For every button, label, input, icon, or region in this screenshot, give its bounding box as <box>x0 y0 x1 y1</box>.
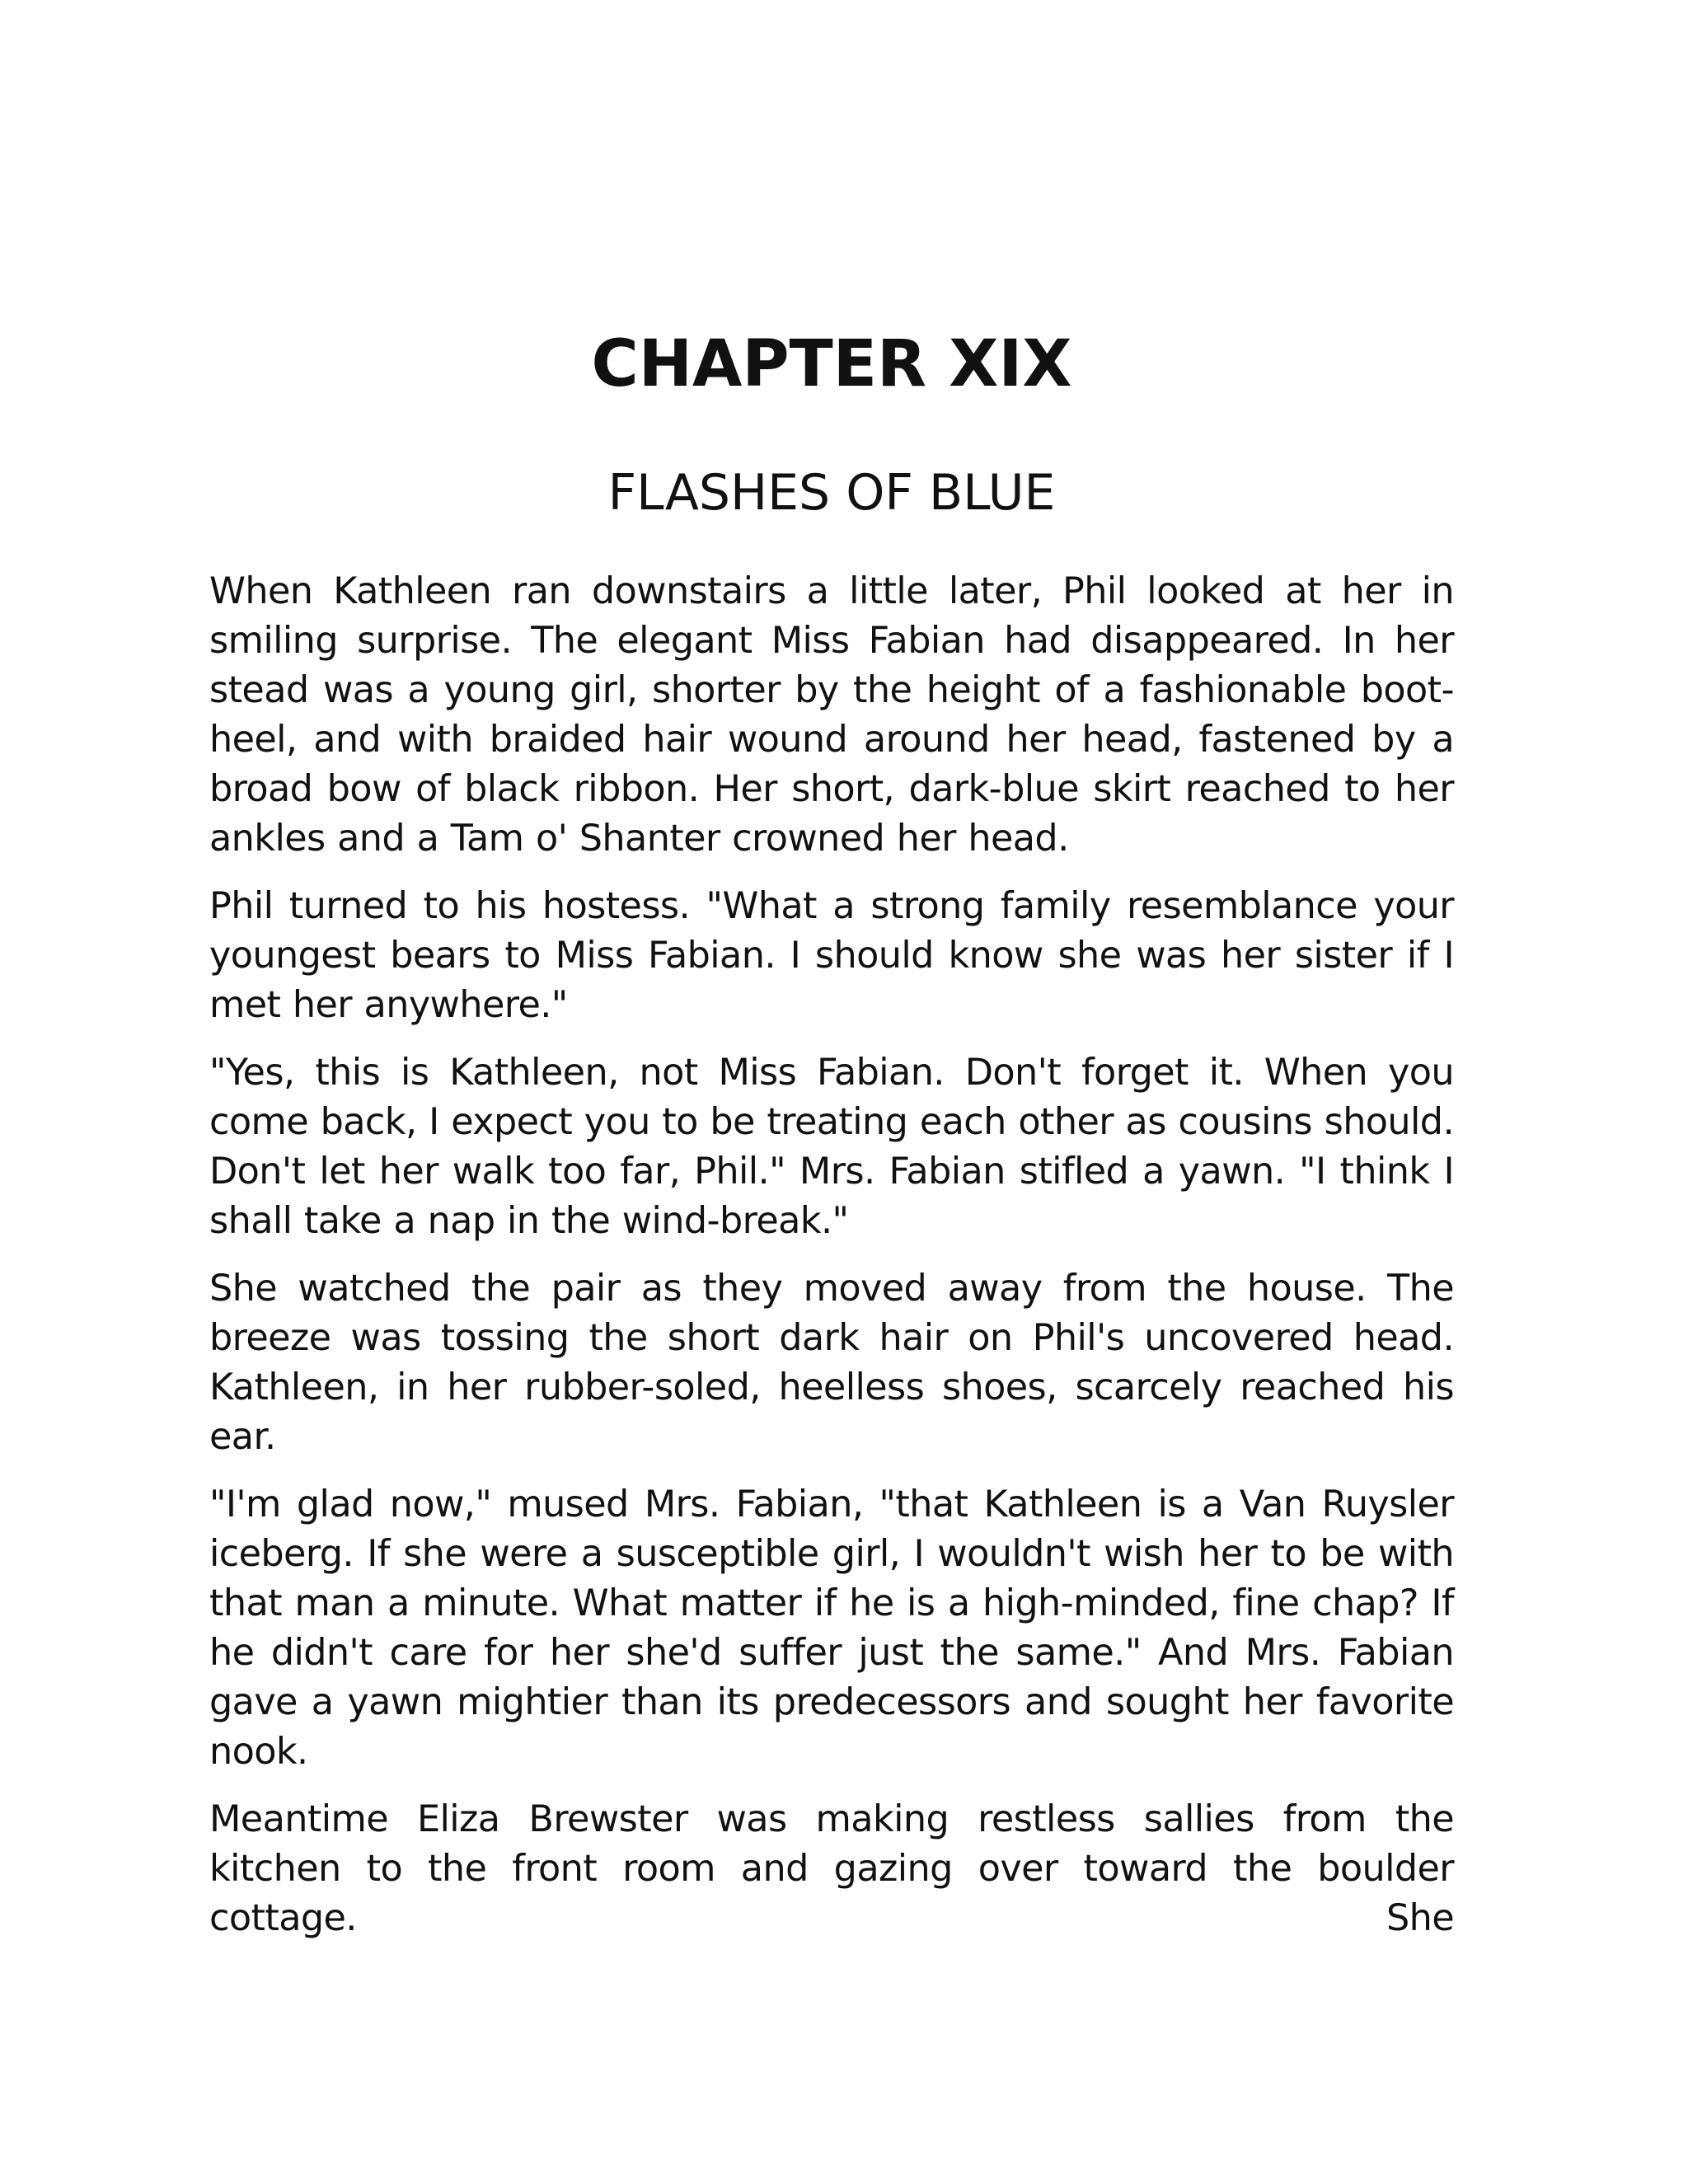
paragraph: Meantime Eliza Brewster was making restless sallies from the kitchen to the front room and gazing over toward the boulder cottage. She <box>209 1798 1454 1939</box>
chapter-title: CHAPTER XIX <box>591 327 1072 401</box>
paragraph: "I'm glad now," mused Mrs. Fabian, "that Kathleen is a Van Ruysler iceberg. If she were a susceptible girl, I wouldn't wish her to be with that man a minute. What matter if he is a high-minded, fine chap? If he didn't care for her she'd suffer just the same." And Mrs. Fabian gave a yawn mightier than its predecessors and sought her favorite nook. <box>209 1483 1454 1773</box>
chapter-subtitle: FLASHES OF BLUE <box>607 464 1056 522</box>
chapter-body <box>209 567 1454 1961</box>
paragraph: Phil turned to his hostess. "What a strong family resemblance your youngest bears to Miss Fabian. I should know she was her sister if I met her anywhere." <box>209 885 1454 1026</box>
paragraph: She watched the pair as they moved away from the house. The breeze was tossing the short dark hair on Phil's uncovered head. Kathleen, in her rubber-soled, heelless shoes, scarcely reached his ear. <box>209 1268 1454 1458</box>
paragraph: "Yes, this is Kathleen, not Miss Fabian. Don't forget it. When you come back, I expect you to be treating each other as cousins should. Don't let her walk too far, Phil." Mrs. Fabian stifled a yawn. "I think I shall take a nap in the wind-break." <box>209 1052 1454 1242</box>
paragraph: When Kathleen ran downstairs a little later, Phil looked at her in smiling surprise. The elegant Miss Fabian had disappeared. In her stead was a young girl, shorter by the height of a fashionable boot-heel, and with braided hair wound around her head, fastened by a broad bow of black ribbon. Her short, dark-blue skirt reached to her ankles and a Tam o' Shanter crowned her head. <box>209 570 1454 860</box>
book-page <box>209 0 1454 2184</box>
